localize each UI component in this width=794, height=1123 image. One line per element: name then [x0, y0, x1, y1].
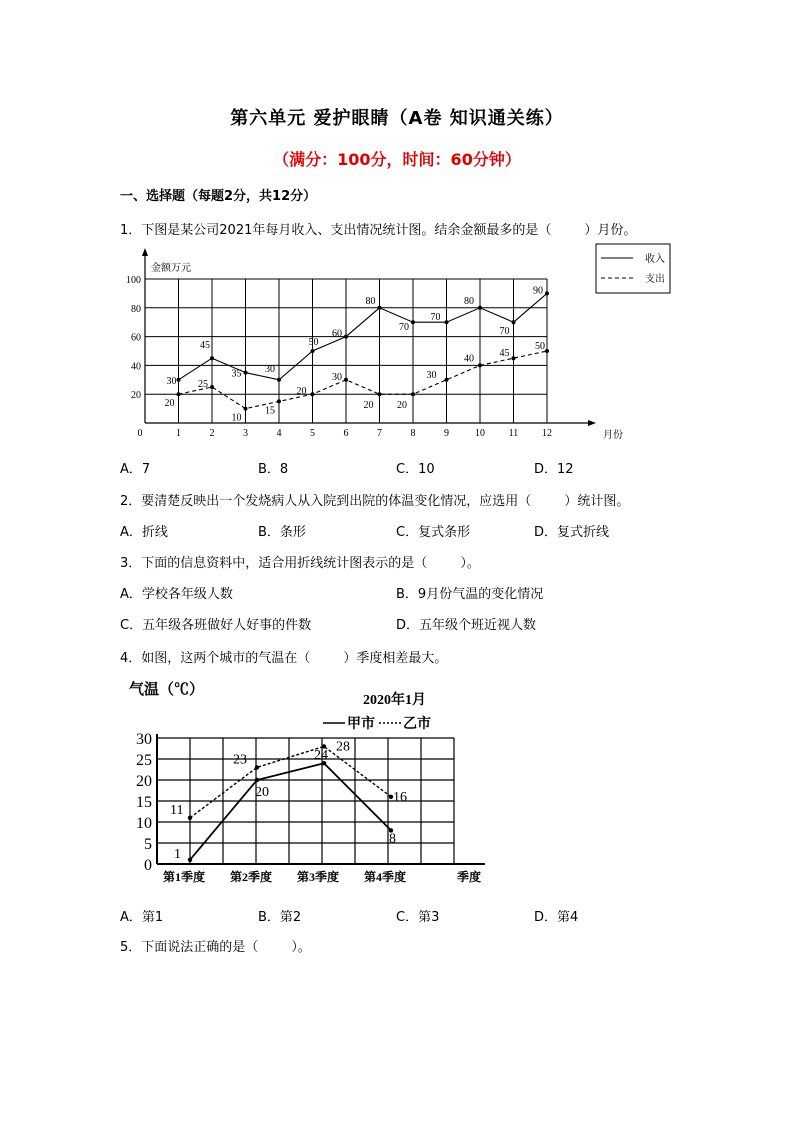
data-point [378, 306, 382, 310]
x-tick-label: 4 [276, 428, 282, 439]
data-label: 40 [464, 353, 474, 365]
data-point [411, 392, 415, 396]
y-tick-label: 20 [136, 773, 152, 790]
y-tick-label: 25 [136, 752, 152, 769]
x-tick-label: 5 [310, 428, 315, 439]
q1-option-c[interactable]: C．10 [396, 462, 435, 477]
data-point [311, 349, 315, 353]
data-point [512, 320, 516, 324]
data-label: 24 [314, 748, 328, 764]
x-tick-label: 3 [243, 428, 248, 439]
data-point [344, 335, 348, 339]
x-tick-label: 第3季度 [297, 870, 340, 884]
q3-option-a[interactable]: A．学校各年级人数 [120, 587, 233, 602]
x-tick-label: 12 [542, 428, 552, 439]
x-tick-label: 10 [475, 428, 485, 439]
data-label: 11 [170, 802, 184, 818]
data-label: 60 [332, 328, 342, 340]
y-tick-label: 30 [136, 731, 152, 748]
data-point [344, 378, 348, 382]
x-tick-label: 9 [444, 428, 449, 439]
data-label: 70 [430, 312, 441, 324]
q4-option-c[interactable]: C．第3 [396, 910, 440, 925]
question-1-stem: 1．下图是某公司2021年每月收入、支出情况统计图。结余金额最多的是（ ）月份。 [120, 223, 637, 238]
q3-option-d[interactable]: D．五年级个班近视人数 [396, 618, 537, 633]
data-label: 45 [200, 340, 210, 352]
exam-info: （满分：100分，时间：60分钟） [273, 150, 521, 169]
data-label: 20 [255, 785, 269, 800]
x-tick-label: 11 [508, 428, 519, 439]
legend-label-jia: 甲市 [347, 717, 375, 732]
data-label: 45 [499, 348, 510, 360]
data-point [478, 363, 482, 367]
q2-option-b[interactable]: B．条形 [258, 525, 306, 540]
y-tick-label: 5 [144, 836, 152, 853]
data-label: 30 [332, 371, 342, 383]
y-axis-label: 金额万元 [151, 263, 191, 274]
legend-label-expense: 支出 [645, 274, 665, 285]
data-point [277, 399, 281, 403]
data-label: 28 [336, 739, 350, 755]
jia-city-line [190, 763, 391, 860]
x-axis-label: 月份 [603, 430, 623, 441]
data-point [210, 356, 214, 360]
question-5-stem: 5．下面说法正确的是（ ）。 [120, 940, 311, 955]
q1-option-a[interactable]: A．7 [120, 462, 151, 477]
q1-option-b[interactable]: B．8 [258, 462, 289, 477]
data-point [445, 320, 449, 324]
y-tick-label: 15 [136, 794, 152, 811]
yi-city-line [190, 746, 391, 817]
data-label: 50 [308, 337, 319, 348]
data-label: 30 [166, 375, 177, 387]
data-label: 35 [231, 368, 242, 380]
section-heading: 一、选择题（每题2分，共12分） [120, 189, 317, 204]
data-point [322, 744, 326, 748]
y-axis-arrow [142, 248, 148, 256]
data-label: 70 [399, 322, 409, 334]
data-label: 30 [426, 369, 437, 381]
data-point [378, 392, 382, 396]
x-axis-arrow [588, 420, 596, 426]
origin-label: 0 [137, 428, 143, 439]
city-temperature-chart [125, 672, 505, 892]
data-label: 23 [233, 752, 247, 768]
q4-option-b[interactable]: B．第2 [258, 910, 302, 925]
question-4-stem: 4．如图，这两个城市的气温在（ ）季度相差最大。 [120, 651, 448, 666]
data-label: 80 [365, 295, 376, 307]
q2-option-a[interactable]: A．折线 [120, 525, 168, 540]
q4-option-a[interactable]: A．第1 [120, 910, 164, 925]
y-tick-label: 20 [131, 390, 141, 402]
data-point [244, 407, 248, 411]
x-tick-label: 第2季度 [230, 870, 273, 884]
q4-option-d[interactable]: D．第4 [534, 910, 579, 925]
legend-box [596, 244, 670, 293]
data-label: 20 [363, 400, 374, 412]
data-point [244, 371, 248, 375]
question-2-stem: 2．要清楚反映出一个发烧病人从入院到出院的体温变化情况，应选用（ ）统计图。 [120, 494, 630, 509]
x-tick-label: 7 [377, 428, 382, 439]
chart-title: 2020年1月 [363, 693, 426, 708]
data-point [545, 291, 549, 295]
data-label: 20 [397, 400, 407, 412]
data-point [188, 858, 192, 862]
x-tick-label: 第1季度 [163, 870, 206, 884]
data-point [255, 765, 259, 769]
data-label: 16 [393, 789, 407, 805]
data-point [445, 378, 449, 382]
x-tick-label: 第4季度 [364, 870, 407, 884]
x-axis-label: 季度 [457, 870, 482, 884]
x-tick-label: 6 [343, 428, 349, 439]
data-label: 80 [464, 295, 474, 307]
q3-option-c[interactable]: C．五年级各班做好人好事的件数 [120, 618, 312, 633]
q3-option-b[interactable]: B．9月份气温的变化情况 [396, 587, 544, 602]
question-3-stem: 3．下面的信息资料中，适合用折线统计图表示的是（ ）。 [120, 556, 480, 571]
data-point [177, 392, 181, 396]
legend-label-income: 收入 [645, 254, 665, 265]
data-label: 10 [231, 412, 242, 424]
data-point [411, 320, 415, 324]
q2-option-c[interactable]: C．复式条形 [396, 525, 471, 540]
data-label: 20 [164, 398, 175, 410]
data-point [478, 306, 482, 310]
y-tick-label: 100 [126, 275, 141, 286]
data-point [512, 356, 516, 360]
q2-option-d[interactable]: D．复式折线 [534, 525, 610, 540]
data-point [545, 349, 549, 353]
data-label: 20 [296, 386, 307, 398]
y-tick-label: 10 [136, 815, 152, 832]
data-point [255, 778, 259, 782]
x-tick-label: 1 [176, 428, 181, 439]
data-label: 1 [174, 846, 181, 862]
y-tick-label: 80 [131, 303, 141, 315]
y-axis-label: 气温（℃） [129, 682, 205, 698]
page-title: 第六单元 爱护眼睛（A卷 知识通关练） [230, 108, 564, 129]
data-label: 30 [265, 363, 275, 375]
data-point [277, 378, 281, 382]
x-tick-label: 8 [410, 428, 416, 439]
data-point [177, 378, 181, 382]
data-label: 15 [265, 405, 275, 417]
data-label: 8 [389, 831, 396, 847]
data-point [311, 392, 315, 396]
income-expense-chart [110, 240, 680, 450]
data-label: 50 [535, 341, 545, 352]
y-tick-label: 60 [131, 332, 141, 344]
y-tick-label: 40 [131, 361, 141, 373]
data-point [210, 385, 214, 389]
y-tick-label: 0 [144, 857, 152, 874]
data-label: 25 [198, 379, 208, 390]
data-label: 70 [499, 326, 510, 338]
data-point [188, 816, 192, 820]
q1-option-d[interactable]: D．12 [534, 462, 574, 477]
x-tick-label: 2 [209, 428, 215, 439]
data-label: 90 [533, 285, 543, 297]
legend-label-yi: 乙市 [403, 717, 431, 732]
